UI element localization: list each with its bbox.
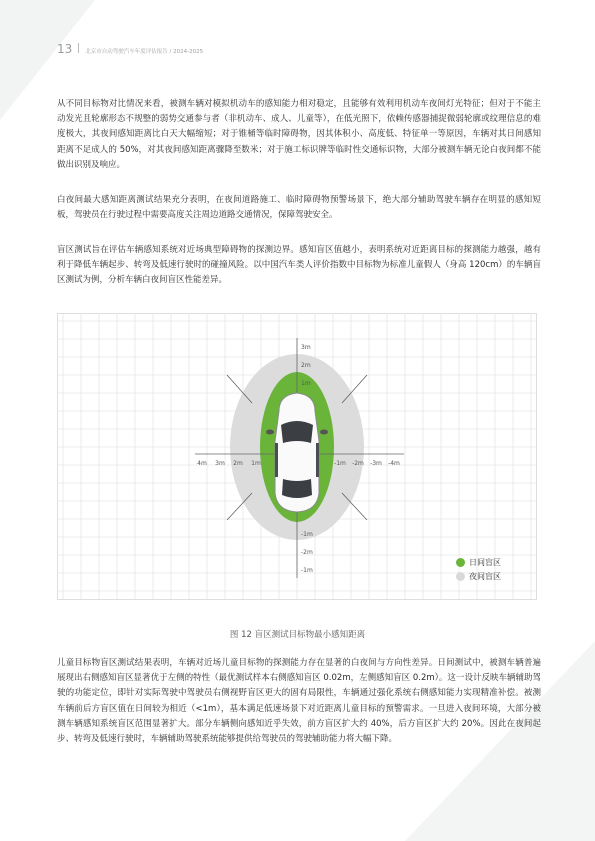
axis-tick-label: -4m [388, 460, 400, 467]
car-mirror-right [320, 430, 328, 435]
axis-tick-label: 2m [233, 460, 243, 467]
car-windshield [281, 421, 313, 443]
page-header [57, 42, 203, 56]
axis-tick-label: -3m [370, 460, 382, 467]
axis-tick-label: 1m [251, 460, 261, 467]
axis-tick-label: 3m [215, 460, 225, 467]
car-side-window-right [316, 443, 319, 477]
paragraph-target-comparison: 从不同目标物对比情况来看，被测车辆对模拟机动车的感知能力相对稳定，且能够有效利用机动车夜间灯光特征；但对于不能主动发光且轮廓形态不规整的弱势交通参与者（非机动车、成人、儿童等），在低光照下，依赖传感器捕捉微弱轮廓或纹理信息的难度极大，其夜间感知距离比白天大幅缩短；对于锥桶等临时障碍物，因其体积小、高度低、特征单一等原因，车辆对其日间感知距离不足成人的 50%，对其夜间感知距离骤降至数米；对于施工标识牌等临时性交通标识物，大部分被测车辆无论白夜间都不能做出识别及响应。 [57, 99, 541, 170]
figure-caption: 图 12 盲区测试目标物最小感知距离 [229, 630, 366, 640]
legend-item-day [456, 555, 501, 569]
axis-tick-label: -1m [301, 567, 313, 574]
car-rear-window [282, 479, 312, 498]
legend-item-night [456, 569, 501, 583]
axis-tick-label: -2m [352, 460, 364, 467]
report-title: 北京市自动驾驶汽车年度评估报告 / 2024-2025 [85, 49, 204, 55]
paragraph-child-target-results: 儿童目标物盲区测试结果表明，车辆对近场儿童目标物的探测能力存在显著的白夜间与方向性差异。日间测试中，被测车辆普遍展现出右侧感知盲区显著优于左侧的特性（最优测试样本右侧感知盲区 0.02m，左侧感知盲区 0.2m）。这一设计反映车辆辅助驾驶的功能定位，即针对实际驾驶中驾驶员右侧视野盲区更大的固有局限性，车辆通过强化系统右侧感知能力实现精准补偿。被测车辆前后方盲区值在日间较为相近（<1m），基本满足低速场景下对近距离儿童目标的预警需求。一旦进入夜间环境，大部分被测车辆感知系统盲区范围显著扩大。部分车辆侧向感知近乎失效，前方盲区扩大约 40%，后方盲区扩大约 20%。因此在夜间起步、转弯及低速行驶时，车辆辅助驾驶系统能够提供给驾驶员的驾驶辅助能力将大幅下降。 [57, 658, 541, 745]
axis-tick-label: -2m [301, 549, 313, 556]
header-divider [78, 43, 79, 53]
car-side-window-left [275, 443, 278, 477]
axis-tick-label: -1m [334, 460, 346, 467]
axis-tick-label: -1m [301, 531, 313, 538]
paragraph-blind-zone-intro: 盲区测试旨在评估车辆感知系统对近场典型障碍物的探测边界。感知盲区值越小，表明系统对近距离目标的探测能力越强，越有利于降低车辆起步、转弯及低速行驶时的碰撞风险。以中国汽车类人评价指数中目标物为标准儿童假人（身高 120cm）的车辆盲区测试为例，分析车辆白夜间盲区性能差异。 [57, 245, 541, 286]
axis-tick-label: 3m [301, 344, 311, 351]
legend-dot-night [456, 572, 465, 581]
car-mirror-left [266, 430, 274, 435]
legend-label-day: 日间盲区 [469, 557, 501, 567]
axis-tick-label: 2m [301, 362, 311, 369]
page-number: 13 [57, 42, 73, 56]
legend-label-night: 夜间盲区 [469, 571, 501, 581]
figure-legend [456, 555, 501, 583]
legend-dot-day [456, 558, 465, 567]
paragraph-day-night-summary: 白夜间最大感知距离测试结果充分表明，在夜间道路施工、临时障碍物预警场景下，绝大部分辅助驾驶车辆存在明显的感知短板，驾驶员在行驶过程中需要高度关注周边道路交通情况，保障驾驶安全。 [57, 195, 541, 221]
axis-tick-label: 4m [197, 460, 207, 467]
axis-tick-label: 1m [301, 380, 311, 387]
